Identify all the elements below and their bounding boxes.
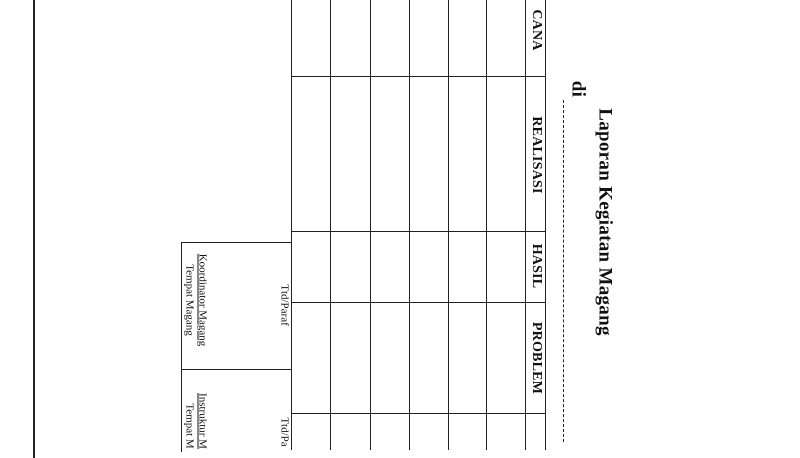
header-rencana: CANA xyxy=(529,9,544,51)
header-realisasi: REALISASI xyxy=(529,116,544,194)
page-border xyxy=(33,0,35,458)
koordinator-label: Koordinator Magang xyxy=(196,253,209,347)
ttd-paraf-label: Ttd/Paraf xyxy=(278,284,291,326)
header-problem: PROBLEM xyxy=(529,321,544,395)
ttd-paraf-label-2: Ttd/Pa xyxy=(278,417,291,447)
report-title-di: di xyxy=(567,80,589,98)
instruktur-place-label: Tempat M xyxy=(183,403,196,449)
location-blank-line xyxy=(563,100,564,442)
header-hasil: HASIL xyxy=(529,243,544,289)
koordinator-place-label: Tempat Magang xyxy=(183,264,196,336)
instruktur-label: Instruktur M xyxy=(196,393,209,449)
report-title: Laporan Kegiatan Magang xyxy=(594,108,616,336)
